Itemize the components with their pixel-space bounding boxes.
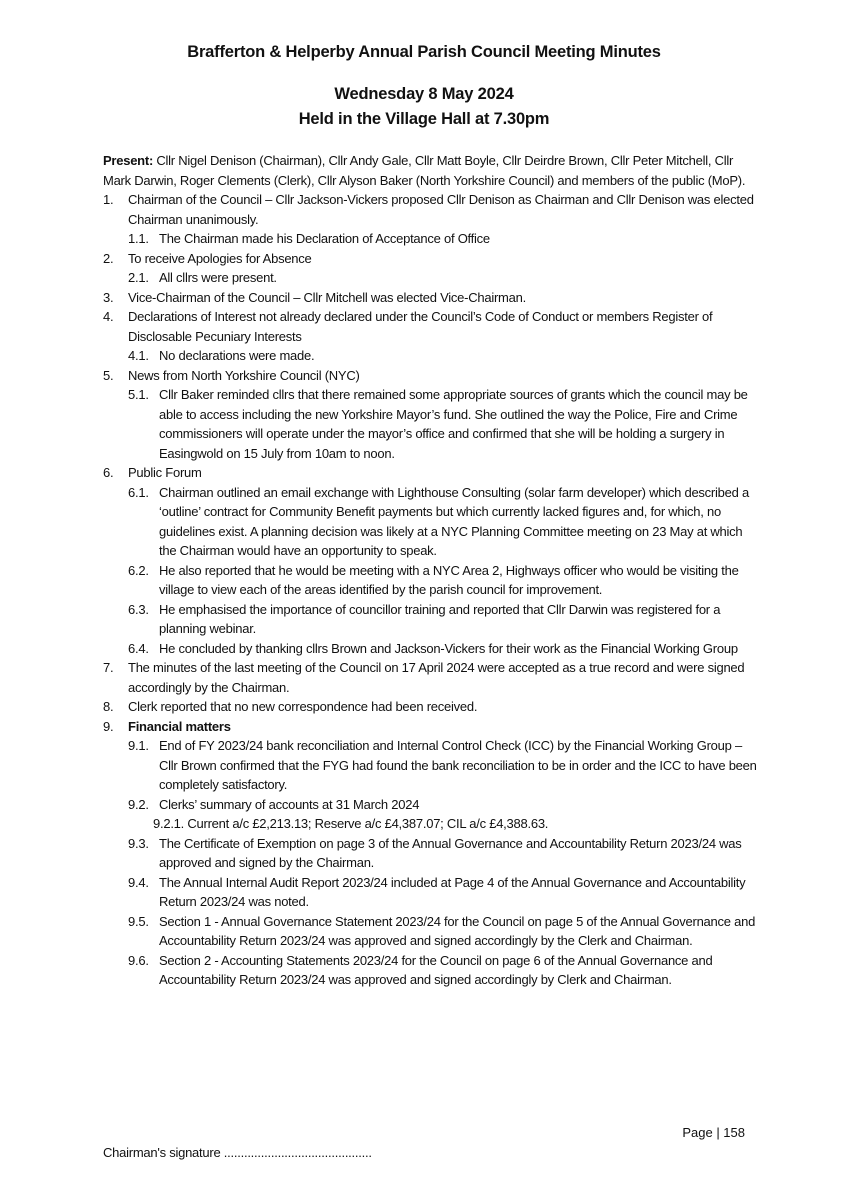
sub-item-2-1 <box>103 268 763 288</box>
sub-item-1-1 <box>103 229 763 249</box>
agenda-item-3 <box>103 288 763 308</box>
item-heading: Financial matters <box>128 718 231 734</box>
item-number: 7. <box>103 660 114 675</box>
account-balances: Current a/c £2,213.13; Reserve a/c £4,387.07; CIL a/c £4,388.63. <box>187 816 549 831</box>
agenda-item-8 <box>103 697 763 717</box>
sub-item-text: Section 2 - Accounting Statements 2023/24 for the Council on page 6 of the Annual Governance and Accountability Return 2023/24 was approved and signed accordingly by Clerk and Chairman. <box>159 952 713 987</box>
minutes-body <box>103 151 763 990</box>
agenda-item-6 <box>103 463 763 483</box>
agenda-item-7 <box>103 658 763 697</box>
sub-item-number: 6.3. <box>128 601 149 617</box>
chairman-signature-line: Chairman's signature ............................................ <box>103 1145 372 1160</box>
sub-item-text: Clerks’ summary of accounts at 31 March 2024 <box>159 796 420 812</box>
agenda-item-4 <box>103 307 763 346</box>
sub-item-number: 9.3. <box>128 835 149 851</box>
meeting-location: Held in the Village Hall at 7.30pm <box>298 110 550 128</box>
sub-item-5-1 <box>103 385 763 463</box>
sub-sub-item-number: 9.2.1. <box>153 816 185 831</box>
sub-item-number: 6.1. <box>128 484 149 500</box>
item-text: The minutes of the last meeting of the Council on 17 April 2024 were accepted as a true record and were signed accordingly by the Chairman. <box>128 660 745 695</box>
sub-item-text: End of FY 2023/24 bank reconciliation and Internal Control Check (ICC) by the Financial Working Group – Cllr Brown confirmed that the FYG had found the bank reconciliation to be in order and the ICC to have been completely satisfactory. <box>159 738 757 792</box>
sub-item-text: No declarations were made. <box>159 348 315 363</box>
sub-item-text: The Annual Internal Audit Report 2023/24 included at Page 4 of the Annual Governance and Accountability Return 2023/24 was noted. <box>159 874 746 909</box>
item-number: 8. <box>103 699 114 714</box>
sub-item-6-4 <box>103 639 763 659</box>
sub-item-9-4 <box>103 873 763 912</box>
item-number: 9. <box>103 718 114 734</box>
attendees-list: Cllr Nigel Denison (Chairman), Cllr Andy Gale, Cllr Matt Boyle, Cllr Deirdre Brown, Cllr Peter Mitchell, Cllr Mark Darwin, Roger Clements (Clerk), Cllr Alyson Baker (North Yorkshire Council) and members of the public (MoP). <box>103 153 746 188</box>
item-number: 6. <box>103 465 114 480</box>
sub-item-text: Cllr Baker reminded cllrs that there remained some appropriate sources of grants which the council may be able to access including the new Yorkshire Mayor’s fund. She outlined the way the Police, Fire and Crime commissioners will operate under the mayor’s office and confirmed that she will be holding a surgery in Easingwold on 15 July from 10am to noon. <box>159 387 748 461</box>
attendees-paragraph <box>103 151 763 190</box>
sub-item-number: 5.1. <box>128 387 149 402</box>
agenda-item-2 <box>103 249 763 269</box>
sub-item-9-2-1 <box>103 814 763 834</box>
item-text: News from North Yorkshire Council (NYC) <box>128 367 360 383</box>
sub-item-text: The Chairman made his Declaration of Acceptance of Office <box>159 231 490 246</box>
item-text: To receive Apologies for Absence <box>128 250 312 266</box>
item-text: Clerk reported that no new correspondence had been received. <box>128 699 478 714</box>
sub-item-number: 9.4. <box>128 874 149 890</box>
item-text: Public Forum <box>128 465 202 480</box>
document-title: Brafferton & Helperby Annual Parish Council Meeting Minutes <box>187 43 661 61</box>
present-label: Present: <box>103 153 154 168</box>
sub-item-number: 9.1. <box>128 738 149 753</box>
page-number: Page | 158 <box>682 1125 745 1140</box>
sub-item-9-2 <box>103 795 763 815</box>
agenda-item-5 <box>103 366 763 386</box>
sub-item-text: He emphasised the importance of councillor training and reported that Cllr Darwin was registered for a planning webinar. <box>159 601 721 636</box>
sub-item-number: 1.1. <box>128 231 149 246</box>
sub-item-9-6 <box>103 951 763 990</box>
sub-item-number: 9.2. <box>128 796 149 812</box>
sub-item-text: The Certificate of Exemption on page 3 of the Annual Governance and Accountability Return 2023/24 was approved and signed by the Chairman. <box>159 835 742 870</box>
sub-item-6-3 <box>103 600 763 639</box>
item-text: Chairman of the Council – Cllr Jackson-Vickers proposed Cllr Denison as Chairman and Cllr Denison was elected Chairman unanimously. <box>128 192 754 227</box>
item-number: 1. <box>103 192 114 207</box>
item-number: 2. <box>103 250 114 266</box>
sub-item-number: 9.6. <box>128 952 149 968</box>
sub-item-text: He also reported that he would be meeting with a NYC Area 2, Highways officer who would be visiting the village to view each of the areas identified by the parish council for improvement. <box>159 562 739 597</box>
sub-item-number: 6.4. <box>128 640 149 656</box>
item-number: 5. <box>103 367 114 383</box>
sub-item-number: 9.5. <box>128 913 149 929</box>
sub-item-text: All cllrs were present. <box>159 270 277 285</box>
sub-item-number: 6.2. <box>128 562 149 578</box>
sub-item-9-1 <box>103 736 763 795</box>
item-text: Declarations of Interest not already declared under the Council’s Code of Conduct or members Register of Disclosable Pecuniary Interests <box>128 309 713 344</box>
item-text: Vice-Chairman of the Council – Cllr Mitchell was elected Vice-Chairman. <box>128 289 526 305</box>
sub-item-text: Chairman outlined an email exchange with Lighthouse Consulting (solar farm developer) which described a ‘outline’ contract for Community Benefit payments but which currently lacked figures and, for which, no guidelines exist. A planning decision was likely at a NYC Planning Committee meeting on 23 May at which the Chairman would have an opportunity to speak. <box>159 484 749 558</box>
sub-item-6-2 <box>103 561 763 600</box>
sub-item-9-5 <box>103 912 763 951</box>
item-number: 4. <box>103 309 114 324</box>
agenda-item-1 <box>103 190 763 229</box>
sub-item-text: He concluded by thanking cllrs Brown and Jackson-Vickers for their work as the Financial Working Group <box>159 640 738 656</box>
meeting-date: Wednesday 8 May 2024 <box>334 85 514 103</box>
sub-item-9-3 <box>103 834 763 873</box>
sub-item-4-1 <box>103 346 763 366</box>
item-number: 3. <box>103 289 114 305</box>
sub-item-text: Section 1 - Annual Governance Statement 2023/24 for the Council on page 5 of the Annual Governance and Accountability Return 2023/24 was approved and signed accordingly by the Clerk and Chairman. <box>159 913 756 948</box>
sub-item-number: 2.1. <box>128 270 149 285</box>
sub-item-6-1 <box>103 483 763 561</box>
sub-item-number: 4.1. <box>128 348 149 363</box>
agenda-item-9 <box>103 717 763 737</box>
